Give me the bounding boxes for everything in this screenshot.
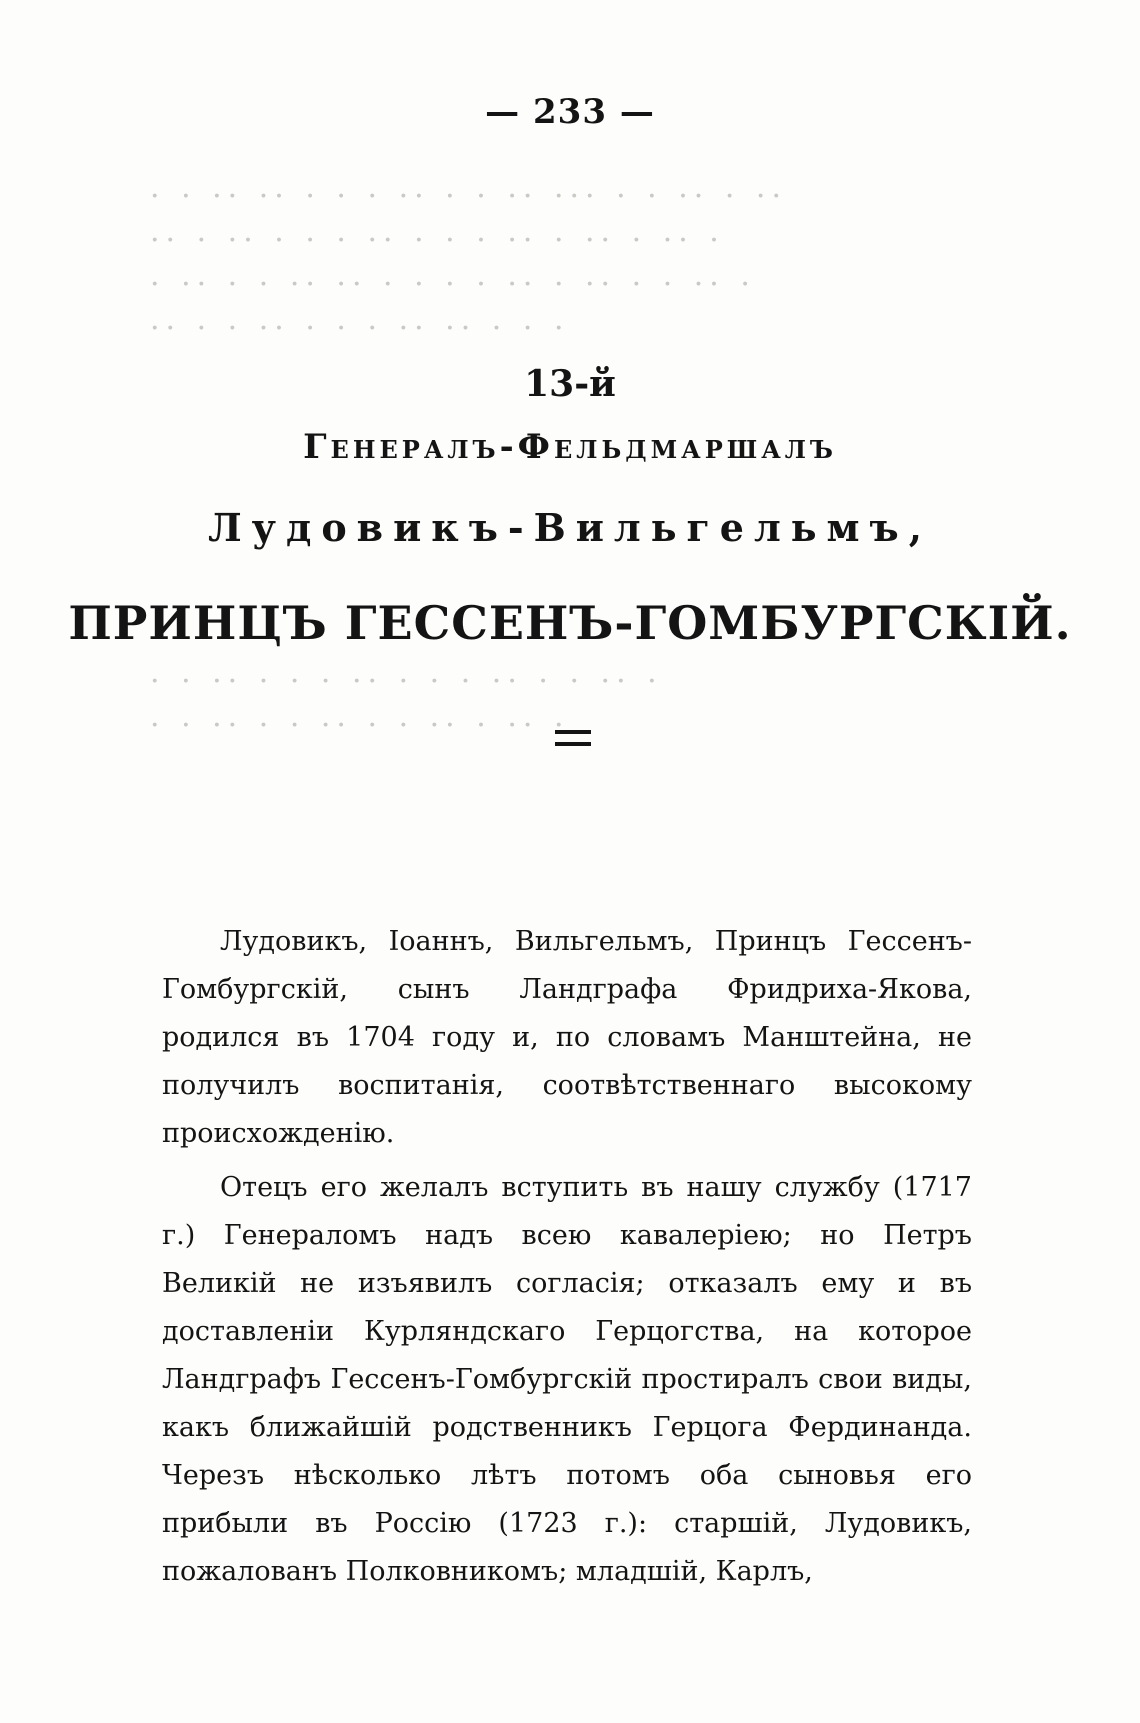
chapter-rank: Генералъ-Фельдмаршалъ [303,427,837,467]
paragraph: Отецъ его желалъ вступить въ нашу службу (1717 г.) Генераломъ надъ всею кавалеріею; но Петръ Великій не изъявилъ согласія; отказалъ ему и въ доставленіи Курляндскаго Герцогства, на которое Ландграфъ Гессенъ-Гомбургскій простиралъ свои виды, какъ ближайшій родственникъ Герцога Фердинанда. Черезъ нѣсколько лѣтъ потомъ оба сыновья его прибыли въ Россію (1723 г.): старшій, Лудовикъ, пожалованъ Полковникомъ; младшій, Карлъ, [162,1172,972,1587]
body-text [162,918,972,1596]
chapter-name: Лудовикъ-Вильгельмъ, [208,505,932,550]
page-number: — 233 — [485,92,655,132]
ornamental-divider [555,730,591,746]
chapter-title: ПРИНЦЪ ГЕССЕНЪ-ГОМБУРГСКІЙ. [68,596,1072,650]
chapter-number: 13-й [524,363,616,405]
show-through-texture: · · ·· ·· · · · ·· · · ·· ··· · · ·· · ·· ·· · ·· · · · ·· · · · ·· · ·· · ·· · · ·· · · ·· ·· · · · · ·· · ·· · · ·· · ·· · · ·· · · · ·· ·· · · · [150,179,787,346]
show-through-texture: · · ·· · · · ·· · · · ·· · · ·· · · · ·· · · ·· · · ·· · ·· · [150,664,663,743]
paragraph: Лудовикъ, Іоаннъ, Вильгельмъ, Принцъ Гессенъ-Гомбургскій, сынъ Ландграфа Фридриха-Якова, родился въ 1704 году и, по словамъ Манштейна, не получилъ воспитанія, соотвѣтственнаго высокому происхожденію. [162,926,972,1149]
